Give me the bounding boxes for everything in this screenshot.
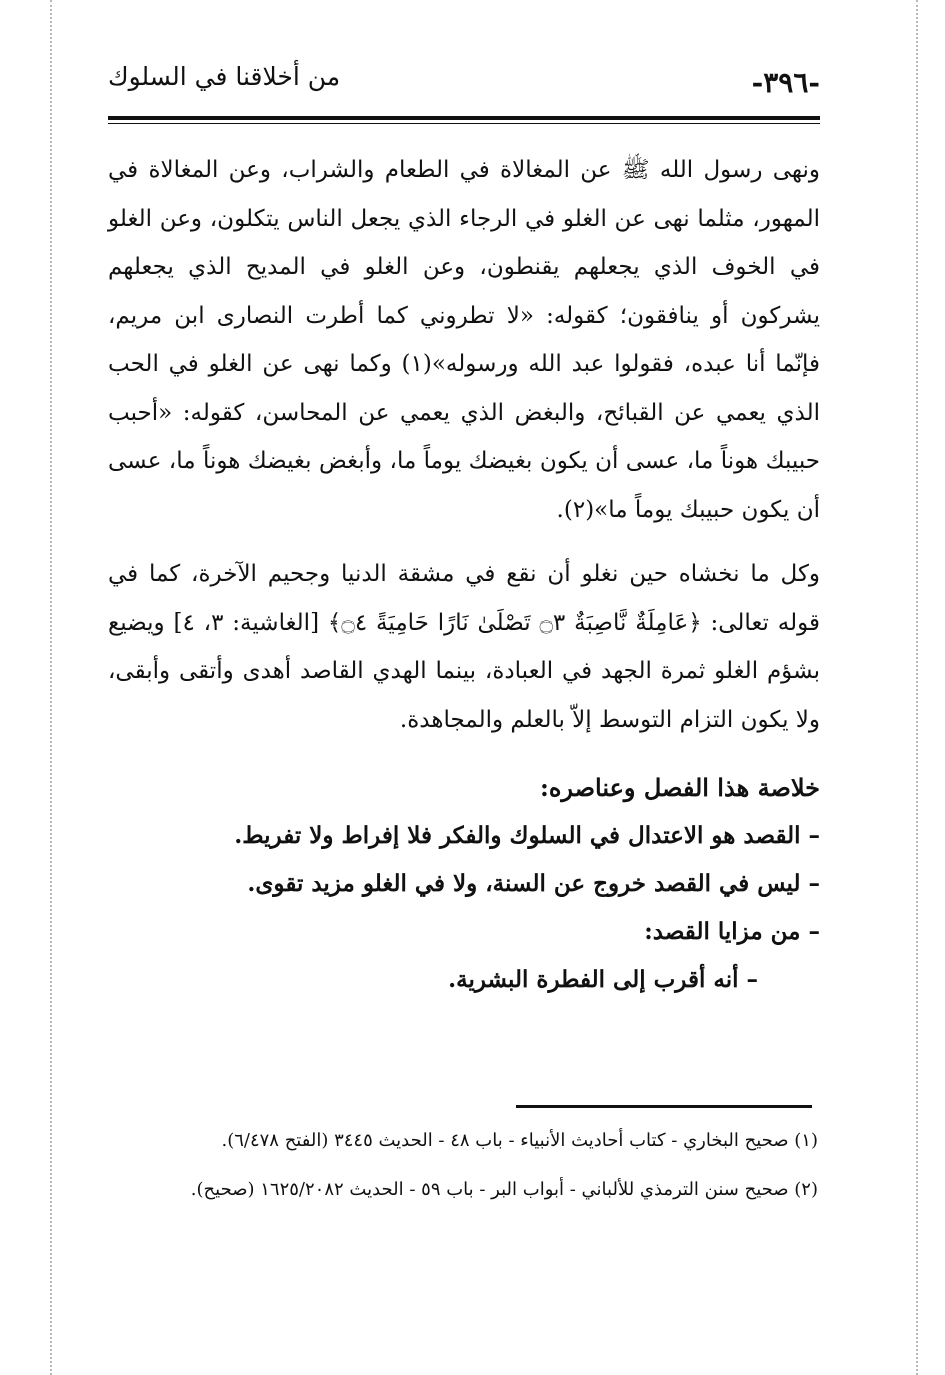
header-rule-thick [108,116,820,120]
summary-heading: خلاصة هذا الفصل وعناصره: [539,773,820,802]
right-scan-margin [916,0,918,1375]
paragraph-quran-verse: وكل ما نخشاه حين نغلو أن نقع في مشقة الدنيا وجحيم الآخرة، كما في قوله تعالى: ﴿عَامِلَةٌ نَّاصِبَةٌ ۝٣ تَصْلَىٰ نَارًا حَامِيَةً ۝٤﴾ [الغاشية: ٣، ٤] ويضيع بشؤم الغلو ثمرة الجهد في العبادة، بينما الهدي القاصد أهدى وأتقى وأبقى، ولا يكون التزام التوسط إلاّ بالعلم والمجاهدة. [108,561,820,733]
summary-item: – ليس في القصد خروج عن السنة، ولا في الغلو مزيد تقوى. [247,870,820,897]
summary-item: – القصد هو الاعتدال في السلوك والفكر فلا إفراط ولا تفريط. [234,822,820,849]
left-scan-margin [50,0,52,1375]
footnotes [106,1122,818,1220]
page-number: -٣٩٦- [751,66,820,99]
main-text [108,146,820,1004]
summary-item: – من مزايا القصد: [644,918,820,945]
footnote-2: (٢) صحيح سنن الترمذي للألباني - أبواب البر - باب ٥٩ - الحديث ١٦٢٥/٢٠٨٢ (صحيح). [190,1179,818,1200]
chapter-summary [108,764,820,1004]
footnote-separator [516,1105,812,1108]
page-header [108,60,820,114]
paragraph-moderation-hadith: ونهى رسول الله ﷺ عن المغالاة في الطعام والشراب، وعن المغالاة في المهور، مثلما نهى عن الغلو في الرجاء الذي يجعل الناس يتكلون، وعن الغلو في الخوف الذي يجعلهم يقنطون، وعن الغلو في المديح الذي يجعلهم يشركون أو ينافقون؛ كقوله: «لا تطروني كما أطرت النصارى ابن مريم، فإنّما أنا عبده، فقولوا عبد الله ورسوله»(١) وكما نهى عن الغلو في الحب الذي يعمي عن القبائح، والبغض الذي يعمي عن المحاسن، كقوله: «أحبب حبيبك هوناً ما، عسى أن يكون بغيضك يوماً ما، وأبغض بغيضك هوناً ما، عسى أن يكون حبيبك يوماً ما»(٢). [108,157,820,523]
header-rule-thin [108,123,820,124]
running-title: من أخلاقنا في السلوك [108,62,341,91]
footnote-1: (١) صحيح البخاري - كتاب أحاديث الأنبياء - باب ٤٨ - الحديث ٣٤٤٥ (الفتح ٦/٤٧٨). [221,1130,818,1151]
summary-sub-item: – أنه أقرب إلى الفطرة البشرية. [448,966,758,993]
